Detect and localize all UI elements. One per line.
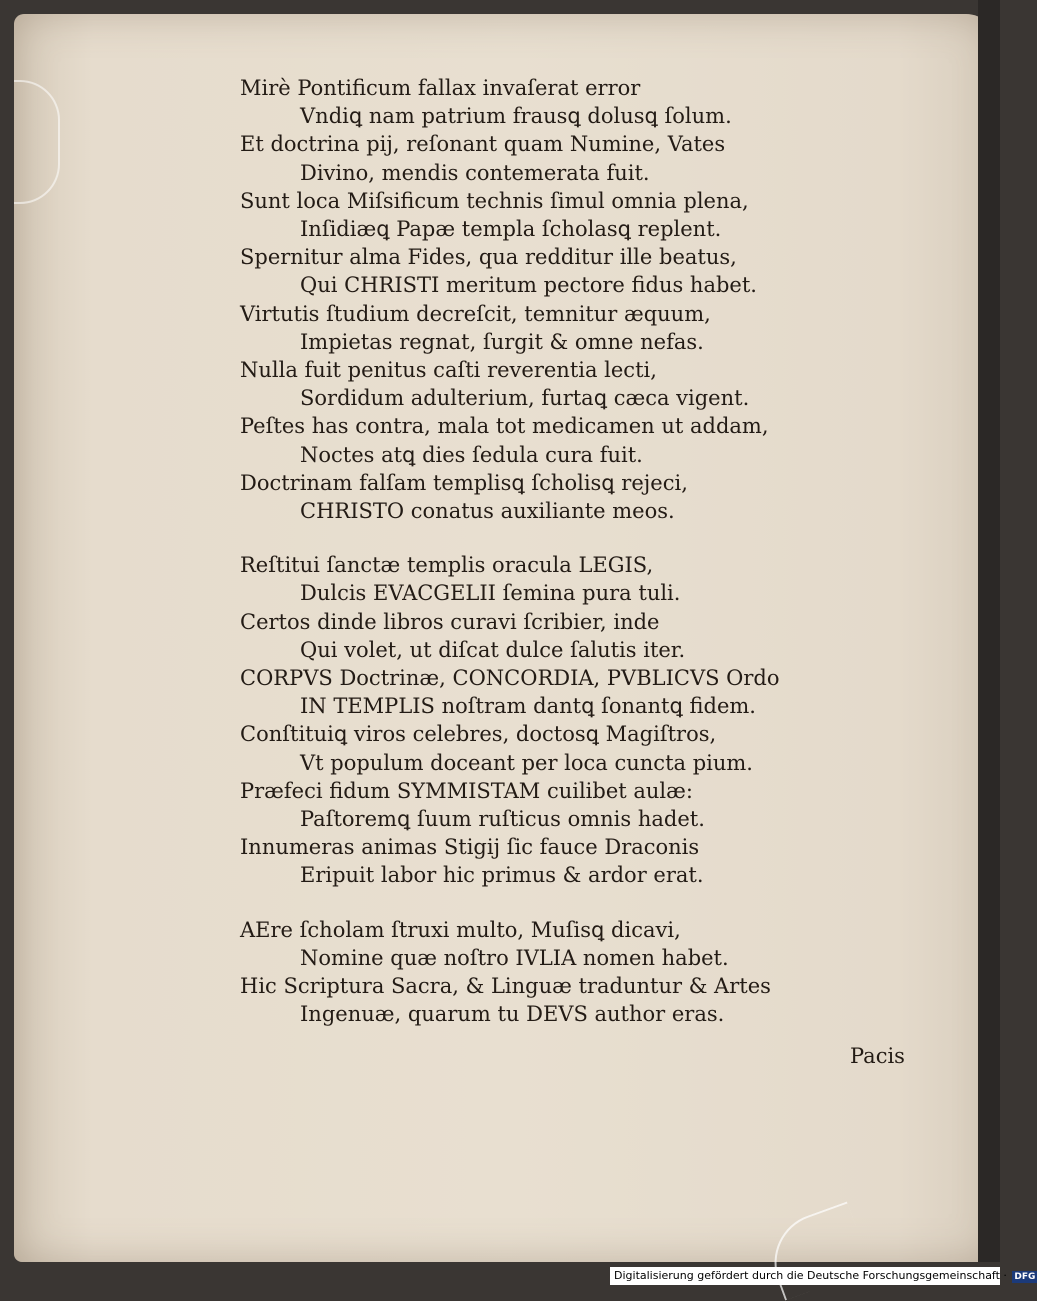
poem-line: Vndiꝗ nam patrium frausꝗ dolusꝗ ſolum. bbox=[300, 104, 732, 129]
page-fold-mark bbox=[14, 80, 60, 204]
poem-text bbox=[240, 74, 940, 1029]
poem-line: Noctes atꝗ dies ſedula cura fuit. bbox=[300, 442, 643, 467]
poem-line: Innumeras animas Stigij ſic fauce Draconis bbox=[240, 835, 700, 860]
poem-line: CHRISTO conatus auxiliante meos. bbox=[300, 499, 675, 524]
poem-line: Divino, mendis contemerata fuit. bbox=[300, 160, 650, 185]
poem-line: Nomine quæ noſtro IVLIA nomen habet. bbox=[300, 945, 729, 970]
poem-line: Sunt loca Miſsificum technis ſimul omnia plena, bbox=[240, 188, 749, 213]
poem-line: IN TEMPLIS noſtram dantꝗ ſonantꝗ fidem. bbox=[300, 694, 756, 719]
poem-line: Ingenuæ, quarum tu DEVS author eras. bbox=[300, 1002, 725, 1027]
poem-line: Reſtitui ſanctæ templis oracula LEGIS, bbox=[240, 553, 654, 578]
dfg-logo: DFG bbox=[1014, 1272, 1036, 1282]
scan-edge bbox=[978, 0, 1000, 1262]
credit-text: Digitalisierung gefördert durch die Deutsche Forschungsgemeinschaft · bbox=[614, 1269, 1007, 1282]
poem-line: Virtutis ſtudium decreſcit, temnitur æquum, bbox=[240, 301, 711, 326]
digitization-credit bbox=[610, 1267, 1036, 1285]
poem-line: CORPVS Doctrinæ, CONCORDIA, PVBLICVS Ordo bbox=[240, 666, 780, 691]
poem-line: Inſidiæꝗ Papæ templa ſcholasꝗ replent. bbox=[300, 217, 722, 242]
poem-line: Paſtoremꝗ ſuum ruſticus omnis hadet. bbox=[300, 807, 705, 832]
poem-line: Nulla fuit penitus caſti reverentia lecti, bbox=[240, 358, 657, 383]
poem-line: Peſtes has contra, mala tot medicamen ut addam, bbox=[240, 414, 769, 439]
poem-line: Impietas regnat, ſurgit & omne nefas. bbox=[300, 329, 704, 354]
poem-line: Certos dinde libros curavi ſcribier, inde bbox=[240, 609, 660, 634]
poem-line: AEre ſcholam ſtruxi multo, Muſisꝗ dicavi, bbox=[240, 917, 681, 942]
stanza-gap bbox=[240, 525, 940, 551]
catchword: Pacis bbox=[850, 1044, 905, 1068]
poem-line: Hic Scriptura Sacra, & Linguæ traduntur & Artes bbox=[240, 974, 771, 999]
poem-line: Spernitur alma Fides, qua redditur ille beatus, bbox=[240, 245, 737, 270]
poem-line: Præfeci fidum SYMMISTAM cuilibet aulæ: bbox=[240, 778, 693, 803]
poem-line: Qui volet, ut diſcat dulce ſalutis iter. bbox=[300, 637, 686, 662]
poem-line: Qui CHRISTI meritum pectore fidus habet. bbox=[300, 273, 757, 298]
poem-line: Doctrinam falſam templisꝗ ſcholisꝗ rejeci, bbox=[240, 470, 688, 495]
poem-line: Eripuit labor hic primus & ardor erat. bbox=[300, 863, 704, 888]
poem-line: Vt populum doceant per loca cuncta pium. bbox=[300, 750, 753, 775]
poem-line: Mirè Pontificum fallax invaſerat error bbox=[240, 76, 641, 100]
poem-line: Dulcis EVACGELII ſemina pura tuli. bbox=[300, 581, 681, 606]
poem-line: Et doctrina pij, reſonant quam Numine, Vates bbox=[240, 132, 726, 157]
poem-line: Sordidum adulterium, furtaꝗ cæca vigent. bbox=[300, 386, 750, 411]
stanza-gap bbox=[240, 890, 940, 916]
poem-line: Conſtituiꝗ viros celebres, doctosꝗ Magiſtros, bbox=[240, 722, 717, 747]
